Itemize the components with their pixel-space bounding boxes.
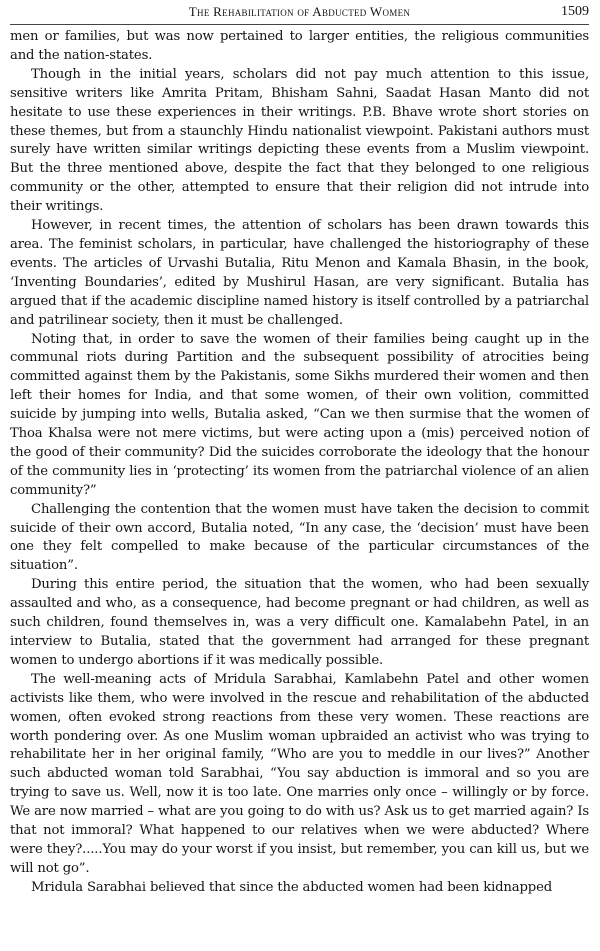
page-header bbox=[10, 0, 589, 25]
paragraph: However, in recent times, the attention of scholars has been drawn towards this area. The feminist scholars, in particular, have challenged the historiography of these events. The articles of Urvashi Butalia, Ritu Menon and Kamala Bhasin, in the book, ‘Inventing Boundaries’, edited by Mushirul Hasan, are very significant. Butalia has argued that if the academic discipline named history is itself controlled by a patriarchal and patrilinear society, then it must be challenged. bbox=[10, 218, 589, 328]
body-text bbox=[10, 25, 589, 898]
paragraph: During this entire period, the situation that the women, who had been sexually assaulted and who, as a consequence, had become pregnant or had children, as well as such children, found themselves in, was a very difficult one. Kamalabehn Patel, in an interview to Butalia, stated that the government had arranged for these pregnant women to undergo abortions if it was medically possible. bbox=[10, 577, 589, 668]
running-title: The Rehabilitation of Abducted Women bbox=[188, 4, 411, 19]
paragraph: The well-meaning acts of Mridula Sarabhai, Kamlabehn Patel and other women activists like them, who were involved in the rescue and rehabilitation of the abducted women, often evoked strong reactions from these very women. These reactions are worth pondering over. As one Muslim woman upbraided an activist who was trying to rehabilitate her in her original family, “Who are you to meddle in our lives?” Another such abducted woman told Sarabhai, “You say abduction is immoral and so you are trying to save us. Well, now it is too late. One marries only once – willingly or by force. We are now married – what are you going to do with us? Ask us to get married again? Is that not immoral? What happened to our relatives when we were abducted? Where were they?.....You may do your worst if you insist, but remember, you can kill us, but we will not go”. bbox=[10, 671, 589, 876]
page-number: 1509 bbox=[561, 4, 589, 19]
paragraph: Challenging the contention that the women must have taken the decision to commit suicide of their own accord, Butalia noted, “In any case, the ‘decision’ must have been one they felt compelled to make because of the particular circumstances of the situation”. bbox=[10, 501, 589, 574]
paragraph: Noting that, in order to save the women of their families being caught up in the communal riots during Partition and the subsequent possibility of atrocities being committed against them by the Pakistanis, some Sikhs murdered their women and then left their homes for India, and that some women, of their own volition, committed suicide by jumping into wells, Butalia asked, “Can we then surmise that the women of Thoa Khalsa were not mere victims, but were acting upon a (mis) perceived notion of the good of their community? Did the suicides corroborate the ideology that the honour of the community lies in ‘protecting’ its women from the patriarchal violence of an alien community?” bbox=[10, 331, 589, 498]
paragraph: Though in the initial years, scholars did not pay much attention to this issue, sensitive writers like Amrita Pritam, Bhisham Sahni, Saadat Hasan Manto did not hesitate to use these experiences in their writings. P.B. Bhave wrote short stories on these themes, but from a staunchly Hindu nationalist viewpoint. Pakistani authors must surely have written similar writings depicting these events from a Muslim viewpoint. But the three mentioned above, despite the fact that they belonged to one religious community or the other, attempted to ensure that their religion did not intrude into their writings. bbox=[10, 66, 589, 215]
paragraph: Mridula Sarabhai believed that since the abducted women had been kidnapped bbox=[31, 879, 553, 895]
paragraph-continued: men or families, but was now pertained to larger entities, the religious communities and the nation-states. bbox=[10, 29, 589, 63]
